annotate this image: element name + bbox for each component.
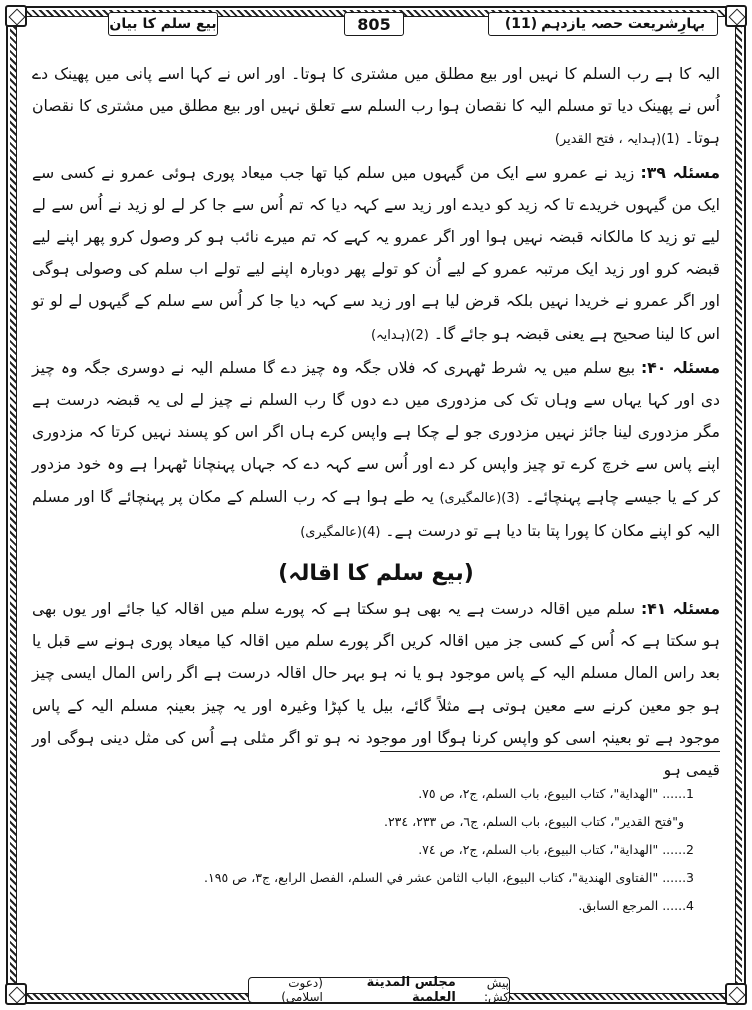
footnote: [60, 780, 720, 808]
chapter-title: بیع سلم کا بیان: [108, 12, 218, 36]
footnote-text: "الهداية"، كتاب البيوع، باب السلم، ج٢، ص ٧٥.: [418, 786, 659, 801]
paragraph-text: یہ طے ہوا ہے کہ رب السلم کے مکان پر پہنچائے گا اور مسلم الیہ کو اپنے مکان کا پورا پتا بتا دیا ہے تو درست ہے۔: [32, 487, 720, 540]
corner-ornament-icon: [725, 5, 747, 27]
corner-ornament-icon: [725, 983, 747, 1005]
paragraph: [32, 593, 720, 786]
reference: (4)(عالمگیری): [300, 524, 381, 540]
footnote-text: و"فتح القدير"، كتاب البيوع، باب السلم، ج٦، ص ٢٣٣، ٢٣٤.: [383, 814, 684, 829]
paragraph: [32, 157, 720, 352]
footnote: [60, 864, 720, 892]
paragraph: [32, 352, 720, 549]
paragraph: [32, 58, 720, 157]
masala-label: مسئلہ ۳۹:: [640, 163, 721, 182]
footnote: [60, 808, 720, 836]
footnote-marker: 2......: [662, 842, 694, 857]
footnote: [60, 836, 720, 864]
corner-ornament-icon: [5, 5, 27, 27]
reference: (1)(ہدایہ ، فتح القدیر): [554, 132, 680, 148]
footnote-marker: 3......: [662, 870, 694, 885]
main-text: [32, 58, 720, 786]
masala-label: مسئلہ ۴۰:: [640, 358, 720, 377]
paragraph-text: الیہ کا ہے رب السلم کا نہیں اور بیع مطلق میں مشتری کا ہوتا۔ اور اس نے کہا اسے پانی میں پھینک دے اُس نے پھینک دیا تو مسلم الیہ کا نقصان ہوا رب السلم سے تعلق نہیں اور بیع مطلق میں مشتری کا نقصان ہوتا۔: [32, 65, 720, 148]
part-number: (11): [504, 16, 538, 32]
paragraph-text: زید نے عمرو سے ایک من گیہوں میں سلم کیا تھا جب میعاد پوری ہوئی عمرو نے کسی سے ایک من گیہوں خریدے تا کہ زید کو دیدے اور زید سے کہہ دیا کہ تم اُس سے جا کر لے لو زید نے اُس سے لے لیے تو زید کا مالکانہ قبضہ نہیں ہوا اور اگر عمرو یہ کہے کہ تم میرے نائب ہو کر وصول کرو پھر اپنے لیے قبضہ کرو اور زید ایک مرتبہ عمرو کے لیے اُن کو تولے پھر دوبارہ اپنے لیے تولے اب سلم کی وصولی ہوگی اور اگر عمرو نے خریدا نہیں بلکہ قرض لیا ہے اور زید سے کہہ دیا جا کر اُس سے سلم کے گیہوں لے لو تو اس کا لینا صحیح ہے یعنی قبضہ ہو جائے گا۔: [32, 163, 720, 343]
footer-organization: مجلس المدينة العلمية: [366, 975, 456, 1005]
footnote-text: "الهداية"، كتاب البيوع، باب السلم، ج٢، ص ٧٤.: [418, 842, 659, 857]
footnote-divider: [380, 751, 720, 752]
book-title: بہارِشریعت حصہ یازدہم: [541, 16, 706, 32]
book-title-box: [488, 12, 718, 36]
footnotes: [60, 780, 720, 920]
footnote-marker: 4......: [662, 898, 694, 913]
page-footer: [248, 977, 510, 1003]
footnote-text: المرجع السابق.: [578, 898, 659, 913]
corner-ornament-icon: [5, 983, 27, 1005]
page-number: 805: [344, 12, 404, 36]
footnote: [60, 892, 720, 920]
reference: (2)(ہدایہ): [370, 327, 429, 343]
footer-presented-by: پیش کش:: [483, 976, 509, 1004]
paragraph-text: بیع سلم میں یہ شرط ٹھہری کہ فلاں جگہ وہ چیز دے گا مسلم الیہ نے دوسری جگہ وہ چیز دی اور کہا یہاں سے وہاں تک کی مزدوری میں دے دوں گا رب السلم نے چیز لے لی یہ قبضہ درست ہے مگر مزدوری لینا جائز نہیں مزدوری جو لے چکا ہے واپس کرے ہاں اگر اس کو پسند نہیں کرتا کہ مزدوری اپنے پاس سے خرچ کرے تو چیز واپس کر دے اور اُس سے کہہ دے کہ جہاں پہنچانا ٹھہرا ہے وہ خود مزدور کر کے یا جیسے چاہے پہنچائے۔: [32, 358, 721, 506]
paragraph-text: سلم میں اقالہ درست ہے یہ بھی ہو سکتا ہے کہ پورے سلم میں اقالہ کیا جائے اور یوں بھی ہو سکتا ہے کہ اُس کے کسی جز میں اقالہ کریں اگر پورے سلم میں اقالہ کیا میعاد پوری ہونے سے قبل یا بعد راس المال مسلم الیہ کے پاس موجود ہو یا نہ ہو بہر حال اقالہ درست ہے اگر راس المال ایسی چیز ہو جو معین کرنے سے معین ہوتی ہے مثلاً گائے، بیل یا کپڑا وغیرہ اور یہ چیز بعینہٖ مسلم الیہ کے پاس موجود ہے تو بعینہٖ اسی کو واپس کرنا ہوگا اور موجود نہ ہو تو اگر مثلی ہے اُس کی مثل دینی ہوگی اور قیمی ہو: [32, 600, 720, 780]
reference: (3)(عالمگیری): [439, 490, 520, 506]
footnote-text: "الفتاوى الهندية"، كتاب البيوع، الباب الثامن عشر في السلم، الفصل الرابع، ج٣، ص ١٩٥.: [204, 870, 659, 885]
footnote-marker: 1......: [662, 786, 694, 801]
footer-affiliation: (دعوت اسلامی): [281, 976, 323, 1004]
masala-label: مسئلہ ۴۱:: [640, 600, 720, 619]
page-header: [26, 12, 726, 38]
section-heading: (بیع سلم کا اقالہ): [278, 561, 474, 587]
